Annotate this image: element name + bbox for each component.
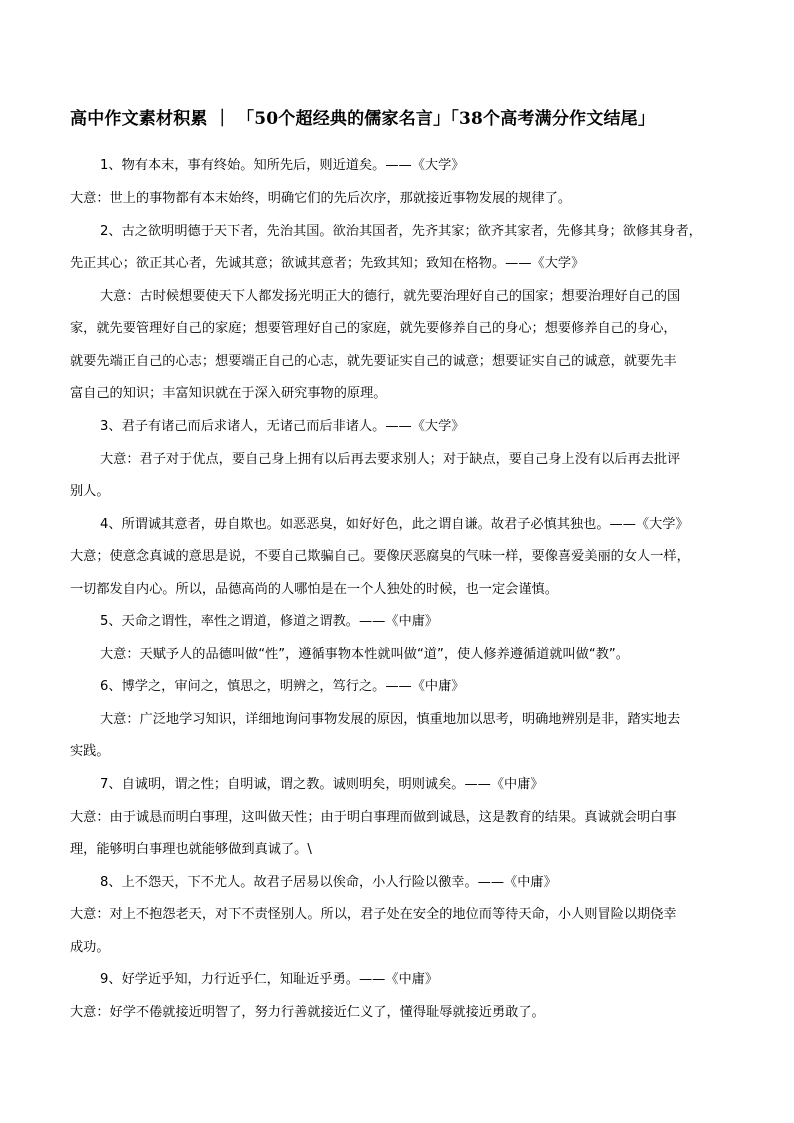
quote-4: 4、所谓诚其意者，毋自欺也。如恶恶臭，如好好色，此之谓自谦。故君子必慎其独也。——《大学》 (100, 517, 689, 532)
meaning-2-line-2: 家，就先要管理好自己的家庭；想要管理好自己的家庭，就先要修养自己的身心；想要修养自己的身心， (70, 321, 677, 336)
quote-1: 1、物有本末，事有终始。知所先后，则近道矣。——《大学》 (100, 158, 465, 173)
quote-9: 9、好学近乎知，力行近乎仁，知耻近乎勇。——《中庸》 (100, 972, 439, 987)
meaning-7-line-2: 理，能够明白事理也就能够做到真诚了。\ (70, 842, 312, 857)
meaning-8-line-1: 大意：对上不抱怨老天，对下不责怪别人。所以，君子处在安全的地位而等待天命，小人则冒险以期侥幸 (70, 907, 677, 922)
quote-8: 8、上不怨天，下不尤人。故君子居易以俟命，小人行险以徼幸。——《中庸》 (100, 875, 557, 890)
quote-2-line-1: 2、古之欲明明德于天下者，先治其国。欲治其国者，先齐其家；欲齐其家者，先修其身；欲修其身者， (100, 224, 702, 239)
document-title: 高中作文素材积累 ｜ 「50个超经典的儒家名言」「38个高考满分作文结尾」 (70, 109, 656, 129)
quote-5: 5、天命之谓性，率性之谓道，修道之谓教。——《中庸》 (100, 614, 439, 629)
meaning-7-line-1: 大意：由于诚恳而明白事理，这叫做天性；由于明白事理而做到诚恳，这是教育的结果。真诚就会明白事 (70, 810, 677, 825)
meaning-8-line-2: 成功。 (70, 940, 110, 955)
meaning-4-line-2: 一切都发自内心。所以，品德高尚的人哪怕是在一个人独处的时候，也一定会谨慎。 (70, 582, 558, 597)
meaning-1-line-1: 大意：世上的事物都有本末始终，明确它们的先后次序，那就接近事物发展的规律了。 (70, 191, 572, 206)
meaning-3-line-2: 别人。 (70, 484, 110, 499)
meaning-2-line-4: 富自己的知识；丰富知识就在于深入研究事物的原理。 (70, 386, 387, 401)
meaning-6-line-1: 大意：广泛地学习知识，详细地询问事物发展的原因，慎重地加以思考，明确地辨别是非，踏实地去 (100, 712, 681, 727)
meaning-9-line-1: 大意：好学不倦就接近明智了，努力行善就接近仁义了，懂得耻辱就接近勇敢了。 (70, 1005, 545, 1020)
meaning-2-line-1: 大意：古时候想要使天下人都发扬光明正大的德行，就先要治理好自己的国家；想要治理好自己的国 (100, 289, 681, 304)
meaning-3-line-1: 大意：君子对于优点，要自己身上拥有以后再去要求别人；对于缺点，要自己身上没有以后再去批评 (100, 452, 681, 467)
meaning-2-line-3: 就要先端正自己的心志；想要端正自己的心志，就先要证实自己的诚意；想要证实自己的诚意，就要先丰 (70, 354, 677, 369)
quote-6: 6、博学之，审问之，慎思之，明辨之，笃行之。——《中庸》 (100, 679, 465, 694)
quote-7: 7、自诚明，谓之性；自明诚，谓之教。诚则明矣，明则诚矣。——《中庸》 (100, 777, 544, 792)
quote-3: 3、君子有诸己而后求诸人，无诸己而后非诸人。——《大学》 (100, 419, 465, 434)
meaning-5-line-1: 大意：天赋予人的品德叫做“性”，遵循事物本性就叫做“道”，使人修养遵循道就叫做“教”。 (100, 647, 629, 662)
meaning-4-line-1: 大意；使意念真诚的意思是说，不要自己欺骗自己。要像厌恶腐臭的气味一样，要像喜爱美丽的女人一样， (70, 549, 690, 564)
quote-2-line-2: 先正其心；欲正其心者，先诚其意；欲诚其意者；先致其知；致知在格物。——《大学》 (70, 256, 585, 271)
meaning-6-line-2: 实践。 (70, 744, 110, 759)
